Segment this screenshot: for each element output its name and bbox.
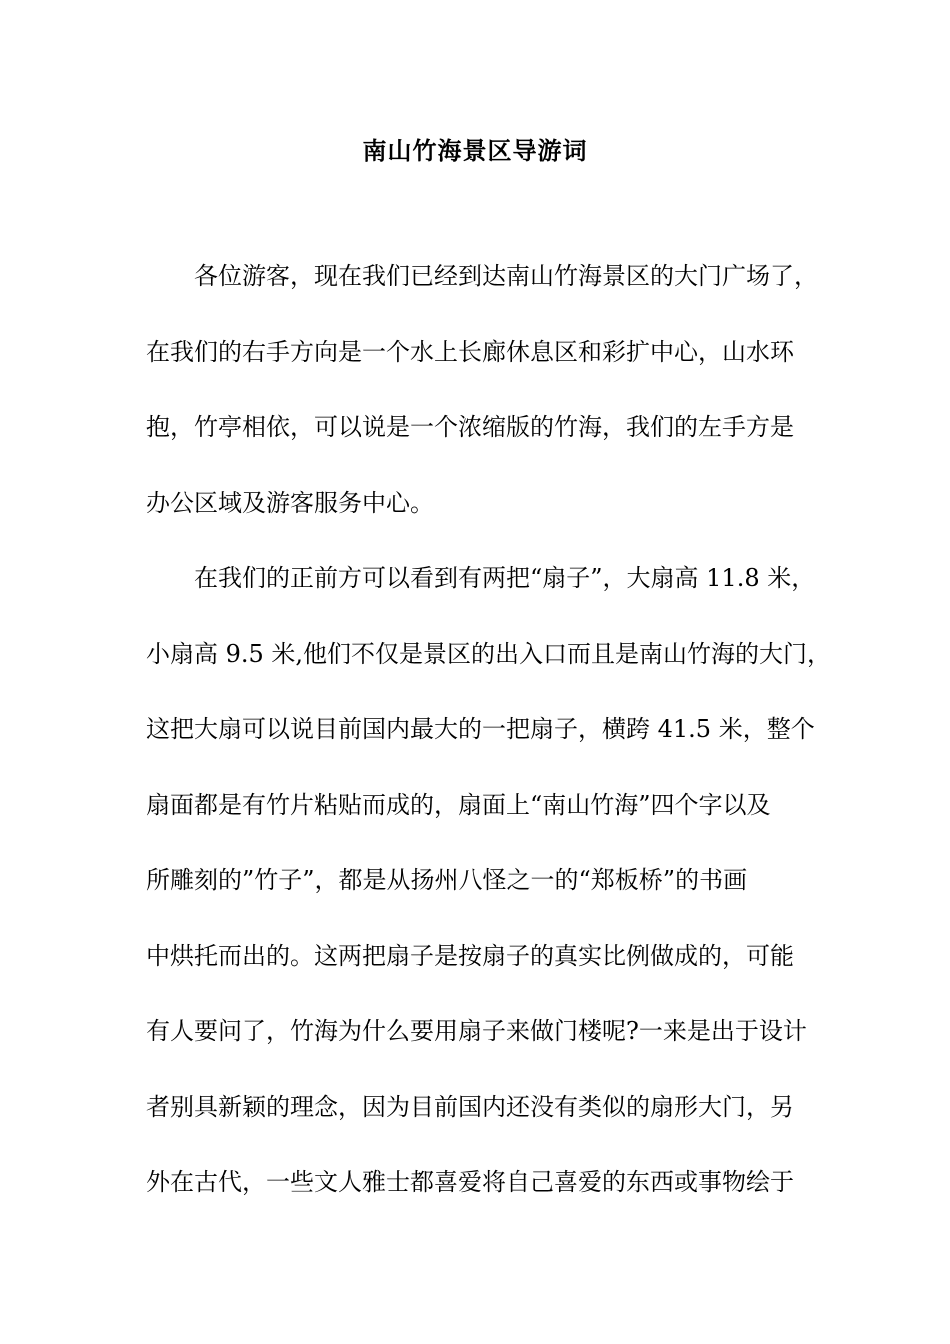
- paragraph-2-line-9: 外在古代，一些文人雅士都喜爱将自己喜爱的东西或事物绘于: [146, 1168, 794, 1196]
- paragraph-2-line-1: 在我们的正前方可以看到有两把“扇子”，大扇高 11.8 米，: [194, 564, 816, 592]
- paragraph-1-line-1: 各位游客，现在我们已经到达南山竹海景区的大门广场了，: [194, 262, 818, 290]
- paragraph-1-line-4: 办公区域及游客服务中心。: [146, 488, 434, 517]
- document-body: [146, 254, 832, 1236]
- paragraph-2-line-5: 所雕刻的”竹子”，都是从扬州八怪之一的“郑板桥”的书画: [146, 866, 748, 894]
- paragraph-2-line-4: 扇面都是有竹片粘贴而成的，扇面上“南山竹海”四个字以及: [146, 790, 771, 819]
- paragraph-2-line-3: 这把大扇可以说目前国内最大的一把扇子，横跨 41.5 米，整个: [146, 715, 815, 743]
- paragraph-2-line-8: 者别具新颖的理念，因为目前国内还没有类似的扇形大门，另: [146, 1092, 794, 1121]
- document-title: 南山竹海景区导游词: [362, 136, 588, 165]
- paragraph-1-line-3: 抱，竹亭相依，可以说是一个浓缩版的竹海，我们的左手方是: [146, 413, 794, 441]
- paragraph-2-line-2: 小扇高 9.5 米,他们不仅是景区的出入口而且是南山竹海的大门，: [146, 639, 832, 668]
- paragraph-1-line-2: 在我们的右手方向是一个水上长廊休息区和彩扩中心，山水环: [146, 337, 794, 366]
- paragraph-2-line-6: 中烘托而出的。这两把扇子是按扇子的真实比例做成的，可能: [146, 941, 794, 970]
- paragraph-2-line-7: 有人要问了，竹海为什么要用扇子来做门楼呢?一来是出于设计: [146, 1017, 807, 1045]
